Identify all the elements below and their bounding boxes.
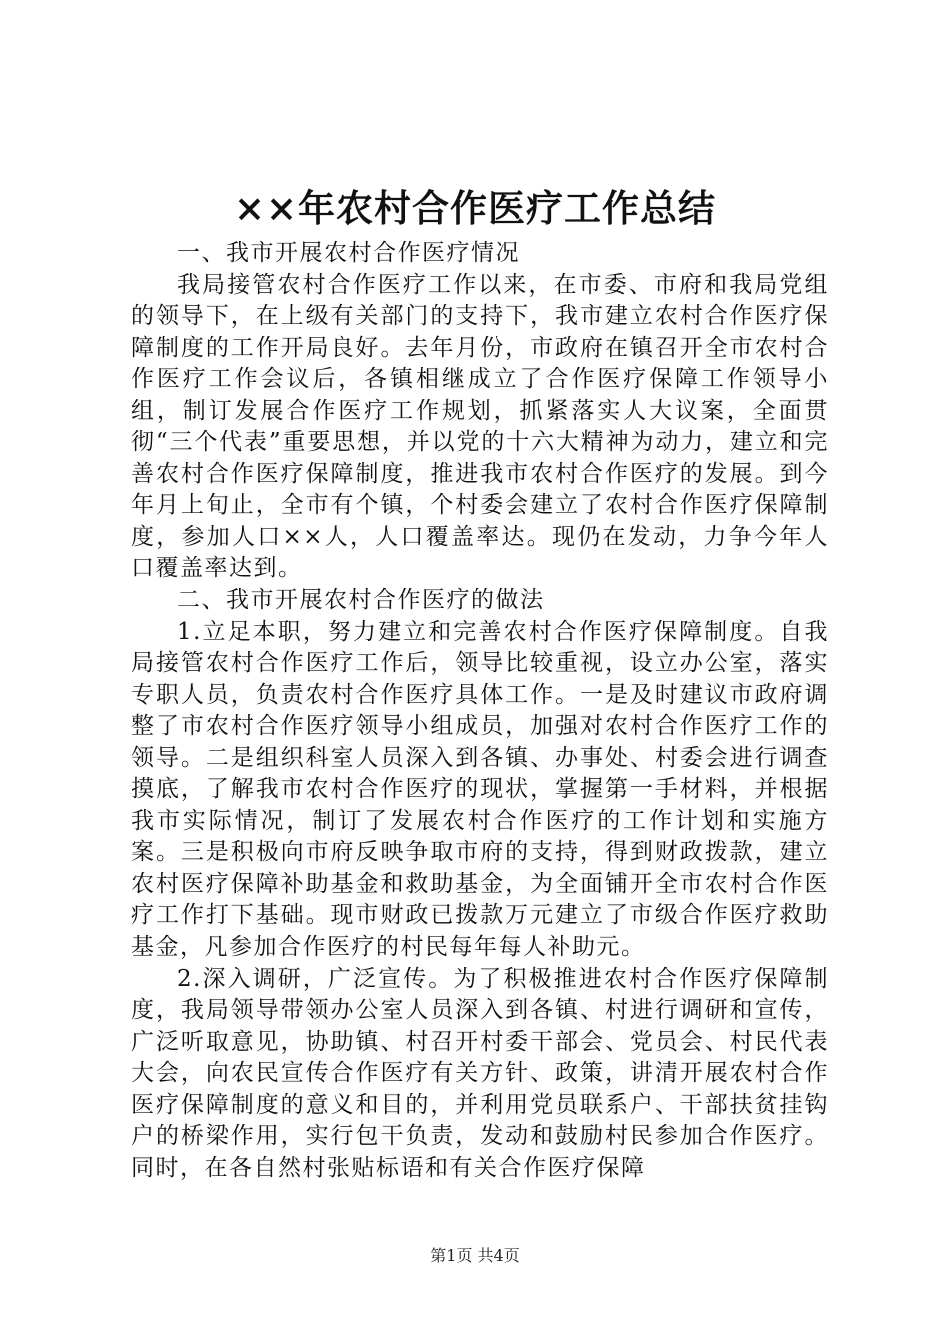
section-heading-1: 一、我市开展农村合作医疗情况 [177,240,520,266]
page-footer: 第1页 共4页 [430,1246,520,1265]
paragraph-2: 1.立足本职，努力建立和完善农村合作医疗保障制度。自我局接管农村合作医疗工作后，领导比较重视，设立办公室，落实专职人员，负责农村合作医疗具体工作。一是及时建议市政府调整了市农村合作医疗领导小组成员，加强对农村合作医疗工作的领导。二是组织科室人员深入到各镇、办事处、村委会进行调查摸底，了解我市农村合作医疗的现状，掌握第一手材料，并根据我市实际情况，制订了发展农村合作医疗的工作计划和实施方案。三是积极向市府反映争取市府的支持，得到财政拨款，建立农村医疗保障补助基金和救助基金，为全面铺开全市农村合作医疗工作打下基础。现市财政已拨款万元建立了市级合作医疗救助基金，凡参加合作医疗的村民每年每人补助元。 [131,618,829,961]
section-heading-2: 二、我市开展农村合作医疗的做法 [177,587,545,614]
document-body [131,238,829,1184]
document-title: ××年农村合作医疗工作总结 [233,186,716,230]
paragraph-1: 我局接管农村合作医疗工作以来，在市委、市府和我局党组的领导下，在上级有关部门的支持下，我市建立农村合作医疗保障制度的工作开局良好。去年月份，市政府在镇召开全市农村合作医疗工作会议后，各镇相继成立了合作医疗保障工作领导小组，制订发展合作医疗工作规划，抓紧落实人大议案，全面贯彻“三个代表”重要思想，并以党的十六大精神为动力，建立和完善农村合作医疗保障制度，推进我市农村合作医疗的发展。到今年月上旬止，全市有个镇，个村委会建立了农村合作医疗保障制度，参加人口××人，人口覆盖率达。现仍在发动，力争今年人口覆盖率达到。 [131,271,829,582]
paragraph-3: 2.深入调研，广泛宣传。为了积极推进农村合作医疗保障制度，我局领导带领办公室人员深入到各镇、村进行调研和宣传，广泛听取意见，协助镇、村召开村委干部会、党员会、村民代表大会，向农民宣传合作医疗有关方针、政策，讲清开展农村合作医疗保障制度的意义和目的，并利用党员联系户、干部扶贫挂钩户的桥梁作用，实行包干负责，发动和鼓励村民参加合作医疗。同时，在各自然村张贴标语和有关合作医疗保障 [131,965,829,1181]
